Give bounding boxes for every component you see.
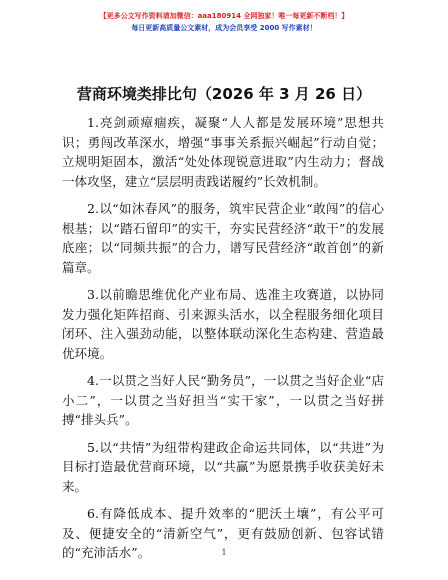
promo-banner-line-2: 每日更新高质量公文素材，成为会员享受 2000 写作素材！ — [131, 24, 317, 32]
paragraph-1: 1.亮剑顽瘴痼疾，凝聚“人人都是发展环境”思想共识；勇闯改革深水，增强“事事关系振兴崛起”行动自觉；立规明矩固本，激活“处处体现锐意进取”内生动力；督战一体攻坚，建立“层层明责践诺履约”长效机制。 — [62, 115, 384, 189]
document-body — [62, 113, 384, 571]
paragraph-2: 2.以“如沐春风”的服务，筑牢民营企业“敢闯”的信心根基；以“踏石留印”的实干，夯实民营经济“敢干”的发展底座；以“同频共振”的合力，谱写民营经济“敢首创”的新篇章。 — [62, 201, 384, 275]
paragraph-5: 5.以“共情”为纽带构建政企命运共同体，以“共进”为目标打造最优营商环境，以“共赢”为愿景携手收获美好未来。 — [62, 439, 384, 494]
document-title: 营商环境类排比句（2026 年 3 月 26 日） — [76, 85, 372, 103]
page-number: 1 — [221, 548, 227, 557]
paragraph-4: 4.一以贯之当好人民“勤务员”，一以贯之当好企业“店小二”，一以贯之当好担当“实干家”，一以贯之当好拼搏“排头兵”。 — [62, 373, 384, 427]
paragraph-3: 3.以前瞻思维优化产业布局、选准主攻赛道，以协同发力强化矩阵招商、引来源头活水，以全程服务细化项目闭环、注入强劲动能，以整体联动深化生态构建、营造最优环境。 — [62, 287, 384, 361]
paragraph-6: 6.有降低成本、提升效率的“肥沃土壤”，有公平可及、便捷安全的“清新空气”，更有鼓励创新、包容试错的“充沛活水”。 — [62, 506, 384, 560]
promo-banner-line-1: 【更多公文写作资料请加微信：aaa180914 全网独家！唯一每更新不断档！】 — [99, 12, 349, 20]
promo-banner — [0, 10, 448, 34]
